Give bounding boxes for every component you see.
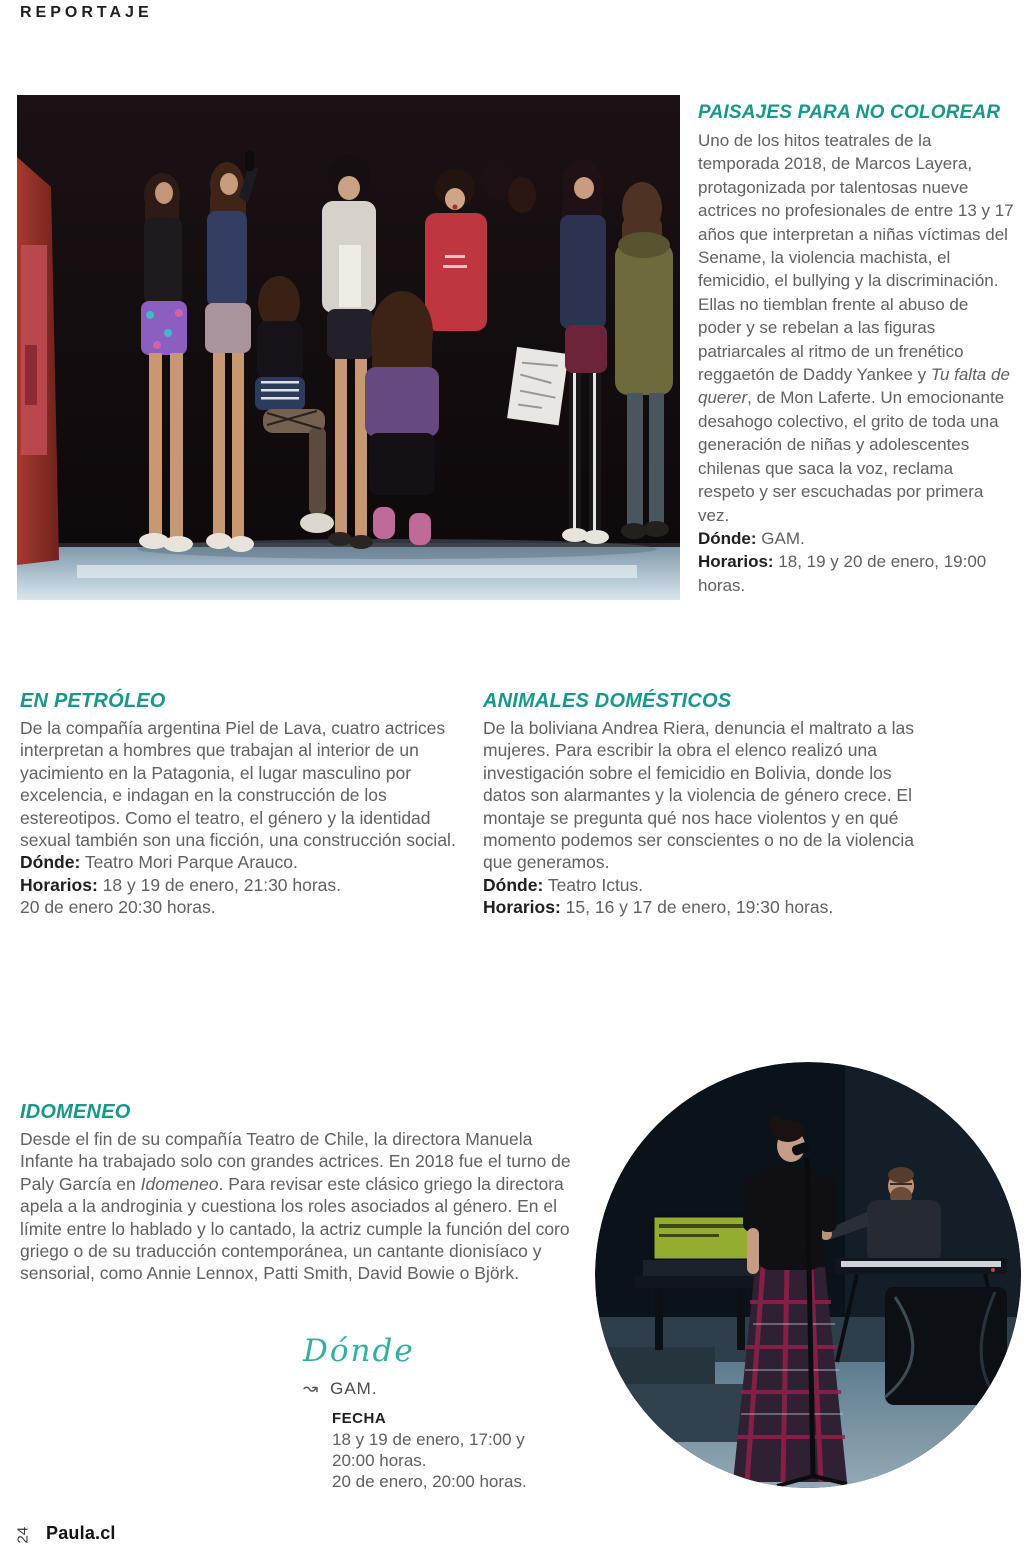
site-logo-text: Paula.cl	[46, 1523, 116, 1543]
listing-title: EN PETRÓLEO	[20, 690, 166, 712]
donde-script-heading: Dónde	[303, 1333, 415, 1369]
girls-theater-stage-photo	[17, 95, 680, 600]
horarios-value: 18, 19 y 20 de enero, 19:00 horas.	[698, 552, 987, 595]
idomeneo-body-part1: Desde el fin de su compañía Teatro de Chile, la directora Manuela Infante ha trabajado solo con grandes actrices. En 2018 fue el turno de Paly García en	[20, 1129, 571, 1194]
feature-horarios	[698, 550, 1014, 597]
horarios-value: 18 y 19 de enero, 21:30 horas.	[97, 874, 342, 895]
section-kicker: REPORTAJE	[20, 4, 153, 21]
donde-value: Teatro Ictus.	[543, 874, 644, 895]
horarios-value: 15, 16 y 17 de enero, 19:30 horas.	[560, 897, 834, 918]
feature-title: PAISAJES PARA NO COLOREAR	[698, 102, 1001, 123]
horarios-label: Horarios:	[483, 897, 561, 918]
page-number	[2, 1520, 32, 1553]
idomeneo-body-italic-title: Idomeneo	[140, 1173, 219, 1194]
curved-arrow-icon: ↝	[303, 1378, 319, 1398]
feature-body-part2: , de Mon Laferte. Un emocionante desahogo colectivo, el grito de toda una generación de niñas y adolescentes chilenas que saca la voz, reclama respeto y ser escuchadas por primera vez.	[698, 388, 1005, 525]
horarios-label: Horarios:	[20, 874, 98, 895]
fecha-line-1: 18 y 19 de enero, 17:00 y 20:00 horas.	[332, 1430, 525, 1470]
listing-horarios	[20, 874, 468, 896]
feature-body-italic-title: Tu falta de querer	[698, 365, 1010, 408]
fecha-label: FECHA	[332, 1410, 387, 1427]
feature-column	[698, 102, 1014, 597]
concert-photo-illustration	[595, 1062, 1021, 1488]
listing-horarios	[483, 896, 933, 918]
listing-body: De la boliviana Andrea Riera, denuncia el maltrato a las mujeres. Para escribir la obra el elenco realizó una investigación sobre el femicidio en Bolivia, donde los datos son alarmantes y la violencia de género crece. El montaje se pregunta qué nos hace violentos y en qué momento podemos ser conscientes o no de la violencia que generamos.	[483, 718, 914, 873]
singer-with-microphone-circle-photo	[595, 1062, 1021, 1488]
listing-horarios-extra: 20 de enero 20:30 horas.	[20, 897, 216, 918]
listing-animales-domesticos	[483, 690, 933, 919]
listing-title: ANIMALES DOMÉSTICOS	[483, 690, 732, 712]
listing-title: IDOMENEO	[20, 1101, 131, 1123]
donde-place-line	[303, 1378, 378, 1399]
listing-en-petroleo	[20, 690, 468, 919]
feature-body-part1: Uno de los hitos teatrales de la temporada 2018, de Marcos Layera, protagonizada por talentosas nueve actrices no profesionales de entre 13 y 17 años que interpretan a niñas víctimas del Sename, la violencia machista, el femicidio, el bullying y la discriminación. Ellas no tiemblan frente al abuso de poder y se rebelan a las figuras patriarcales al ritmo de un frenético reggaetón de Daddy Yankee y	[698, 131, 1014, 385]
idomeneo-body-part2: . Para revisar este clásico griego la directora apela a la androginia y cuestiona los roles asociados al género. En el límite entre lo hablado y lo cantado, la actriz cumple la función del coro griego o de su traducción contemporánea, un cantante dionisíaco y sensorial, como Annie Lennox, Patti Smith, David Bowie o Björk.	[20, 1173, 570, 1284]
listing-body	[20, 1128, 578, 1285]
horarios-label: Horarios:	[698, 552, 774, 572]
listing-donde	[483, 874, 933, 896]
listing-idomeneo	[20, 1101, 578, 1285]
fecha-block	[332, 1410, 542, 1492]
donde-value: GAM.	[756, 528, 805, 548]
donde-value: Teatro Mori Parque Arauco.	[80, 852, 298, 873]
stage-photo-illustration	[17, 95, 680, 600]
listing-body: De la compañía argentina Piel de Lava, cuatro actrices interpretan a hombres que trabajan al interior de un yacimiento en la Patagonia, el lugar masculino por excelencia, e indagan en la construcción de los estereotipos. Como el teatro, el género y la identidad sexual también son una ficción, una construcción social.	[20, 718, 456, 851]
feature-body	[698, 129, 1014, 527]
feature-donde	[698, 527, 1014, 550]
donde-place-value: GAM.	[330, 1379, 378, 1398]
listing-donde	[20, 851, 468, 873]
donde-label: Dónde:	[20, 852, 81, 873]
fecha-line-2: 20 de enero, 20:00 horas.	[332, 1472, 527, 1491]
donde-label: Dónde:	[483, 874, 544, 895]
page-number-text: 24	[14, 1526, 32, 1544]
donde-label: Dónde:	[698, 528, 757, 548]
